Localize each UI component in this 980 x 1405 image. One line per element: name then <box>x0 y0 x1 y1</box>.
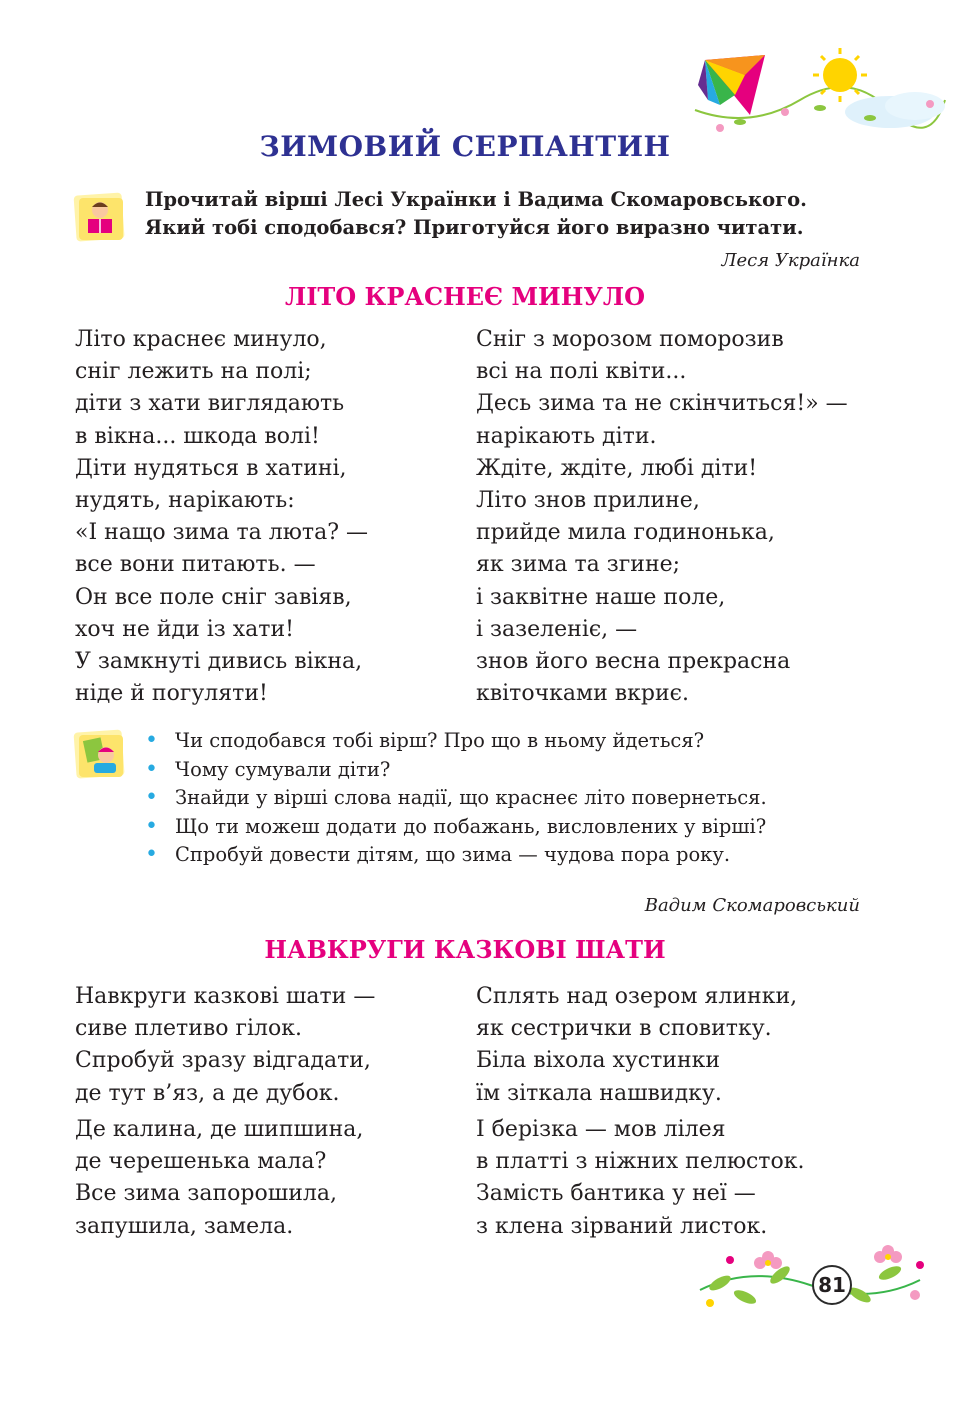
poem-line: діти з хати виглядають <box>75 391 345 417</box>
question-item: • Що ти можеш додати до побажань, висловлених у вірші? <box>145 813 767 842</box>
poem-line: нарікають діти. <box>476 423 657 449</box>
flower-decoration <box>690 1235 930 1325</box>
poem-line: всі на полі квіти... <box>476 359 687 385</box>
poem-line: «І нащо зима та люта? — <box>75 520 368 546</box>
poem-line: Сплять над озером ялинки, <box>476 984 798 1009</box>
poem-line: де тут в’яз, а де дубок. <box>75 1080 340 1106</box>
poem-line: Навкруги казкові шати — <box>75 984 376 1009</box>
reading-child-icon <box>72 188 128 244</box>
poem-line: Літо знов прилине, <box>476 487 700 513</box>
poem-line: Он все поле сніг завіяв, <box>75 584 352 610</box>
poem-line: як сестрички в сповитку. <box>476 1016 772 1042</box>
poem-line: знов його весна прекрасна <box>476 648 791 674</box>
poem-line: сиве плетиво гілок. <box>75 1016 303 1042</box>
page-number: 81 <box>812 1265 852 1305</box>
poem-title: НАВКРУГИ КАЗКОВІ ШАТИ <box>264 935 666 964</box>
poem-line: прийде мила годинонька, <box>476 520 775 546</box>
question-list <box>145 727 767 870</box>
poem-column-right <box>476 324 848 710</box>
poem-line: І берізка — мов лілея <box>476 1117 726 1142</box>
poem-line: сніг лежить на полі; <box>75 359 312 385</box>
question-item: • Знайди у вірші слова надії, що краснеє літо повернеться. <box>145 784 767 813</box>
poem-author: Вадим Скомаровський <box>644 895 860 916</box>
poem-title: ЛІТО КРАСНЕЄ МИНУЛО <box>284 282 646 311</box>
poem-column-left <box>75 324 368 710</box>
poem-line: де черешенька мала? <box>75 1149 327 1175</box>
poem-stanza <box>75 1114 363 1243</box>
question-item: • Чому сумували діти? <box>145 756 767 785</box>
poem-line: і зазеленіє, — <box>476 616 638 642</box>
question-item: • Спробуй довести дітям, що зима — чудова пора року. <box>145 841 767 870</box>
poem-line: Літо краснеє минуло, <box>75 327 327 352</box>
poem-line: Ждіте, ждіте, любі діти! <box>476 455 758 481</box>
poem-line: ніде й погуляти! <box>75 681 268 707</box>
poem-stanza <box>476 1114 804 1243</box>
poem-line: як зима та згине; <box>476 552 681 578</box>
poem-line: запушила, замела. <box>75 1213 294 1239</box>
poem-line: Десь зима та не скінчиться!» — <box>476 391 848 417</box>
poem-line: в вікна... шкода волі! <box>75 423 320 449</box>
poem-line: Біла віхола хустинки <box>476 1048 721 1074</box>
poem-stanza <box>75 981 375 1110</box>
poem-line: Спробуй зразу відгадати, <box>75 1048 371 1074</box>
poem-line: в платті з ніжних пелюсток. <box>476 1149 805 1175</box>
poem-line: і заквітне наше поле, <box>476 584 726 610</box>
poem-line: Де калина, де шипшина, <box>75 1117 364 1142</box>
kite-sun-decoration <box>690 40 950 140</box>
poem-line: їм зіткала нашвидку. <box>476 1080 722 1106</box>
poem-line: Сніг з морозом поморозив <box>476 327 784 352</box>
question-item: • Чи сподобався тобі вірш? Про що в ньому йдеться? <box>145 727 767 756</box>
poem-line: все вони питають. — <box>75 552 316 578</box>
task-line: Який тобі сподобався? Приготуйся його виразно читати. <box>145 216 804 239</box>
poem-line: нудять, нарікають: <box>75 487 295 513</box>
task-line: Прочитай вірші Лесі Українки і Вадима Скомаровського. <box>145 188 807 211</box>
poem-line: квіточками вкриє. <box>476 681 689 707</box>
poem-line: хоч не йди із хати! <box>75 616 294 642</box>
poem-author: Леся Українка <box>721 250 860 271</box>
poem-line: Замість бантика у неї — <box>476 1181 756 1207</box>
questions-child-icon <box>72 725 128 781</box>
poem-line: У замкнуті дивись вікна, <box>75 648 363 674</box>
task-instruction <box>145 186 885 242</box>
poem-line: Все зима запорошила, <box>75 1181 337 1207</box>
poem-line: Діти нудяться в хатині, <box>75 455 347 481</box>
poem-stanza <box>476 981 797 1110</box>
page-title: ЗИМОВИЙ СЕРПАНТИН <box>259 130 671 163</box>
poem-line: з клена зірваний листок. <box>476 1213 768 1239</box>
